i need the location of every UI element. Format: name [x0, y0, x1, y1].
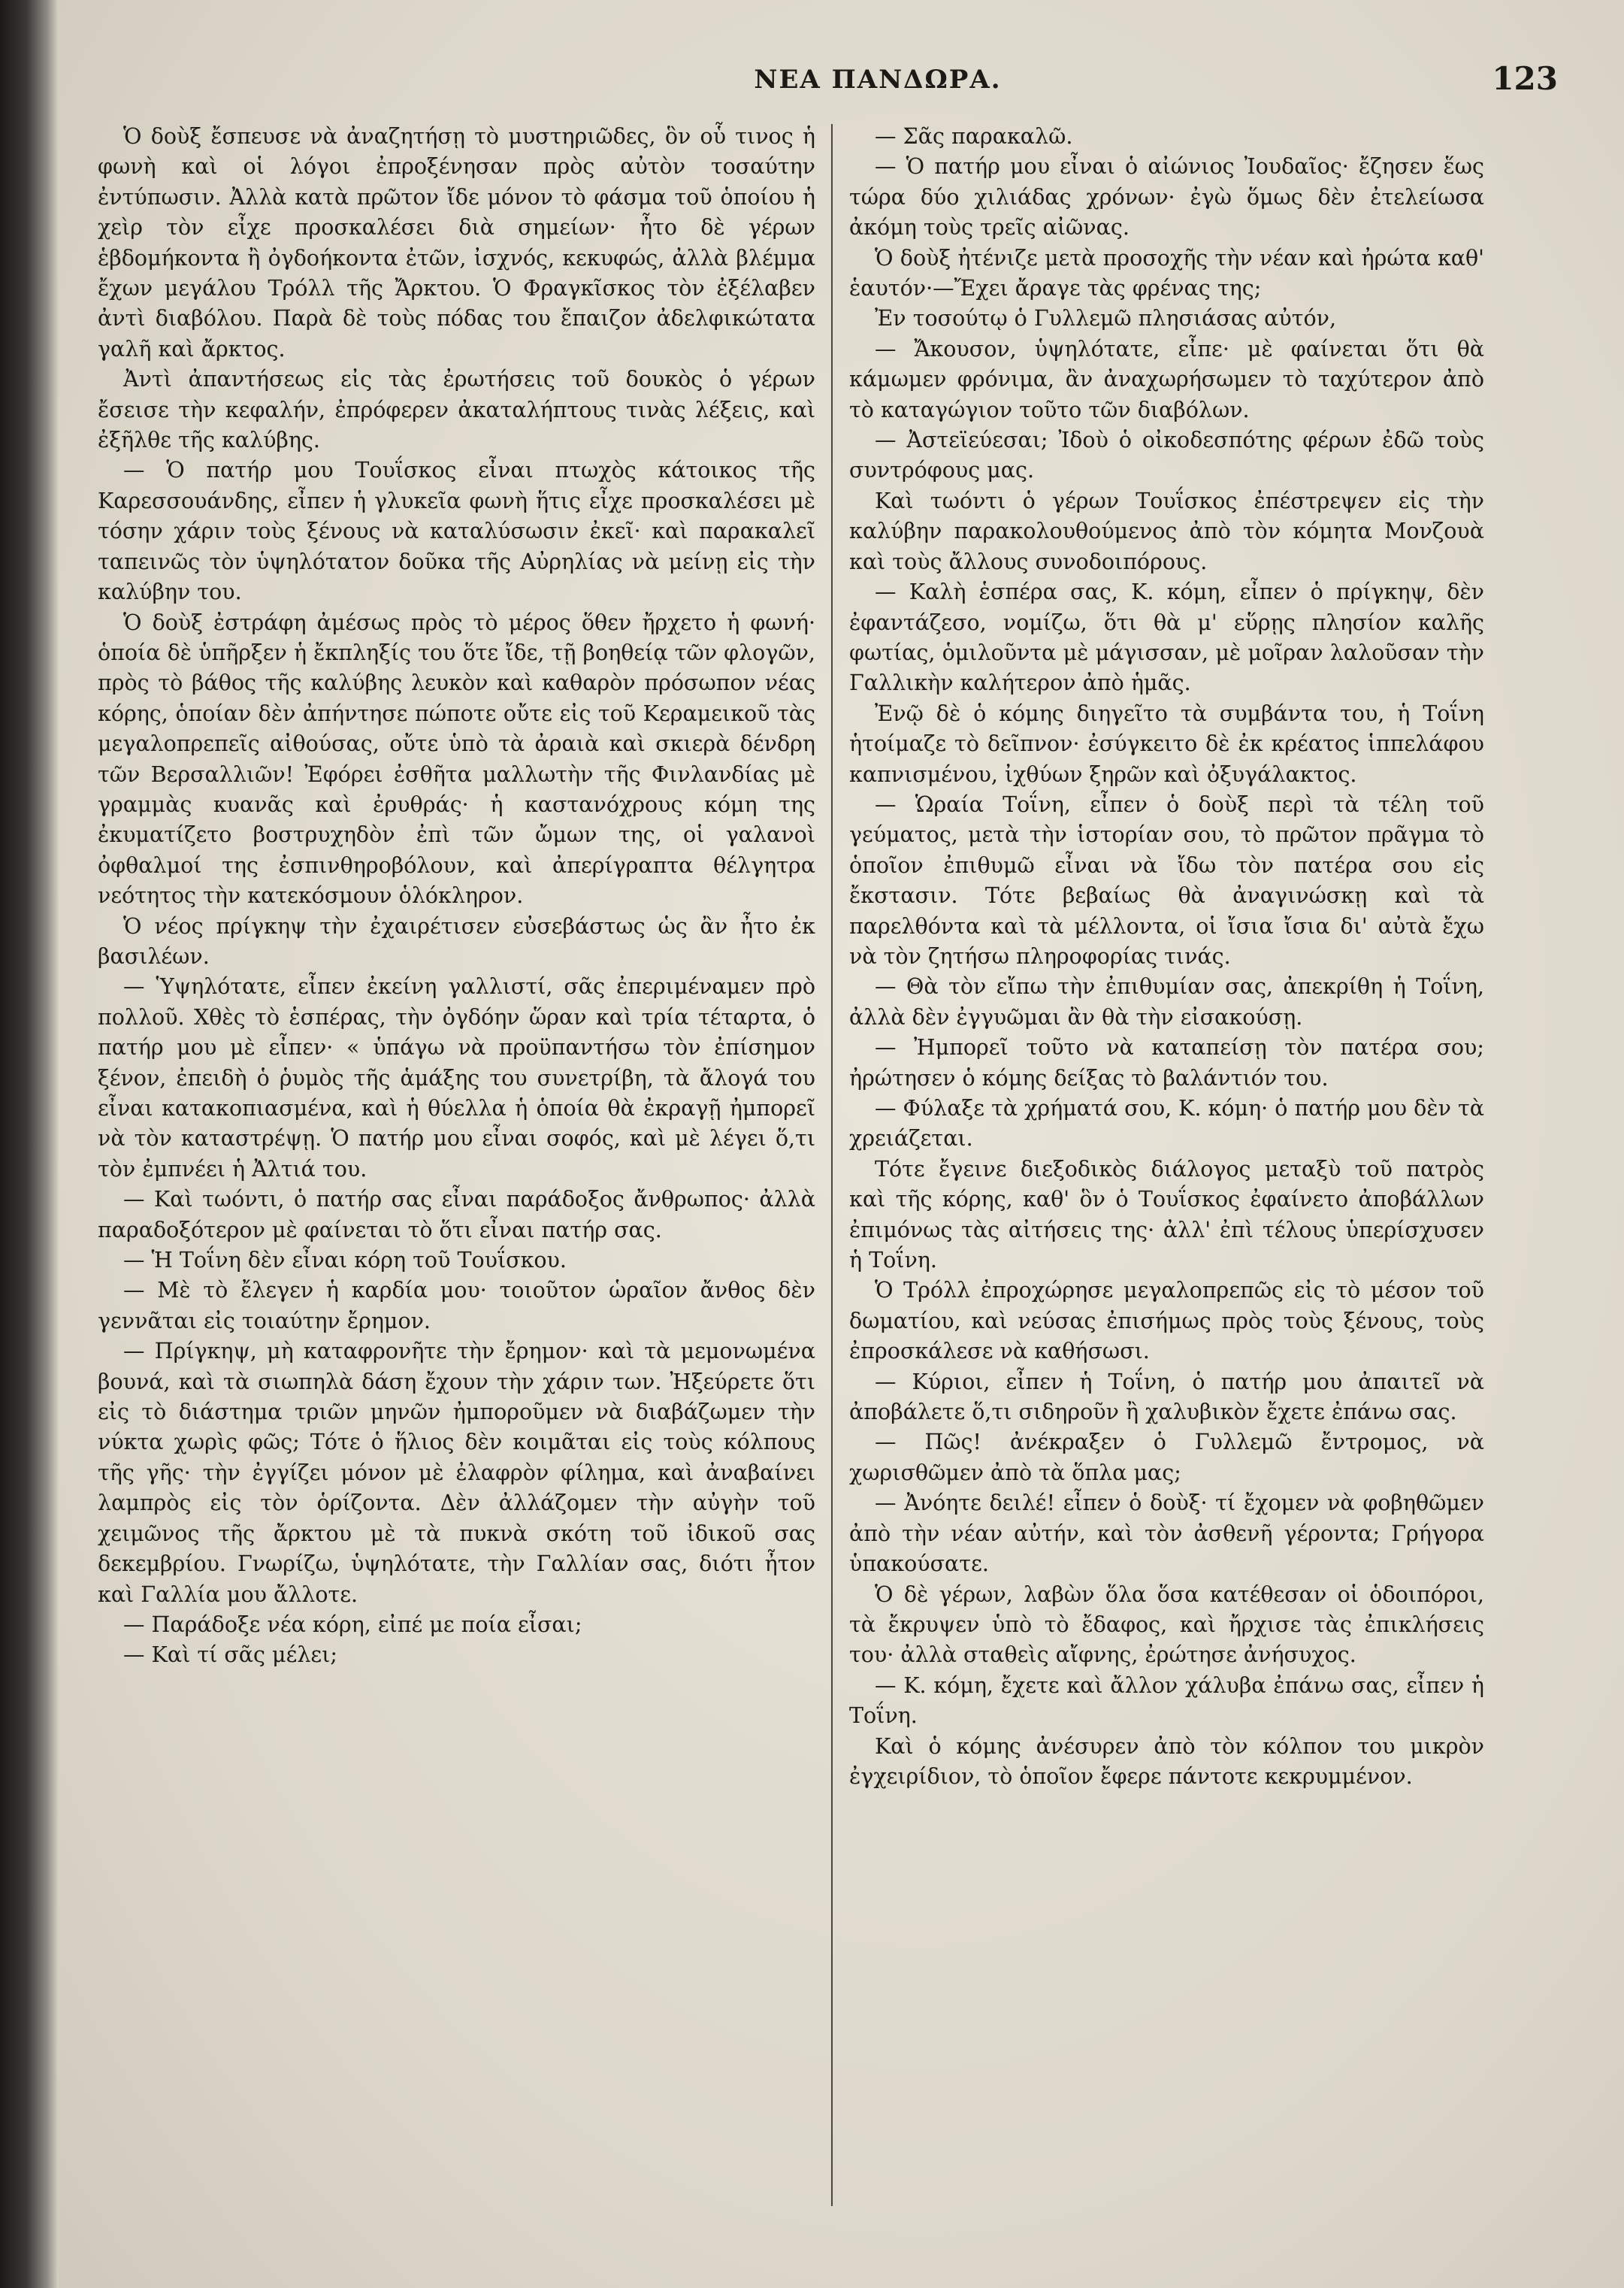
paragraph: Ὁ δὲ γέρων, λαβὼν ὅλα ὅσα κατέθεσαν οἱ ὁδοιπόροι, τὰ ἔκρυψεν ὑπὸ τὸ ἔδαφος, καὶ ἤρχισε τὰς ἐπικλήσεις του· ἀλλὰ σταθεὶς αἴφνης, ἐρώτησε ἀνήσυχος.: [849, 1581, 1484, 1668]
paragraph: — Ἠμπορεῖ τοῦτο νὰ καταπείσῃ τὸν πατέρα σου; ἠρώτησεν ὁ κόμης δείξας τὸ βαλάντιόν του.: [849, 1035, 1484, 1091]
paragraph: Καὶ τωόντι ὁ γέρων Τουΐσκος ἐπέστρεψεν εἰς τὴν καλύβην παρακολουθούμενος ἀπὸ τὸν κόμητα Μονζουὰ καὶ τοὺς ἄλλους συνοδοιπόρους.: [849, 488, 1484, 574]
paragraph: Ὁ νέος πρίγκηψ τὴν ἐχαιρέτισεν εὐσεβάστως ὡς ἂν ἦτο ἐκ βασιλέων.: [98, 913, 815, 969]
running-title: ΝΕΑ ΠΑΝΔΩΡΑ.: [754, 65, 1002, 95]
paragraph: Ἐνῷ δὲ ὁ κόμης διηγεῖτο τὰ συμβάντα του, ἡ Τοΐνη ἡτοίμαζε τὸ δεῖπνον· ἐσύγκειτο δὲ ἐκ κρέατος ἱππελάφου καπνισμένου, ἰχθύων ξηρῶν καὶ ὀξυγάλακτος.: [849, 701, 1484, 787]
paragraph: — Ὡραία Τοΐνη, εἶπεν ὁ δοὺξ περὶ τὰ τέλη τοῦ γεύματος, μετὰ τὴν ἱστορίαν σου, τὸ πρῶτον πρᾶγμα τὸ ὁποῖον ἐπιθυμῶ εἶναι νὰ ἴδω τὸν πατέρα σου εἰς ἔκστασιν. Τότε βεβαίως θὰ ἀναγινώσκῃ καὶ τὰ παρελθόντα καὶ τὰ μέλλοντα, οἱ ἴσια ἴσια δι' αὐτὰ ἔχω νὰ τὸν ζητήσω πληροφορίας τινάς.: [849, 791, 1484, 969]
paragraph: Ὁ δοὺξ ἠτένιζε μετὰ προσοχῆς τὴν νέαν καὶ ἠρώτα καθ' ἑαυτόν·—Ἔχει ἄραγε τὰς φρένας της;: [849, 245, 1484, 301]
paragraph: — Σᾶς παρακαλῶ.: [875, 124, 1073, 149]
column-divider: [831, 124, 833, 2206]
paragraph: — Πρίγκηψ, μὴ καταφρονῆτε τὴν ἔρημον· καὶ τὰ μεμονωμένα βουνά, καὶ τὰ σιωπηλὰ δάση ἔχουν τὴν χάριν των. Ἠξεύρετε ὅτι εἰς τὸ διάστημα τριῶν μηνῶν ἠμποροῦμεν νὰ διαβάζωμεν τὴν νύκτα χωρὶς φῶς; Τότε ὁ ἥλιος δὲν κοιμᾶται εἰς τοὺς κόλπους τῆς γῆς· τὴν ἐγγίζει μόνον μὲ ἐλαφρὸν φίλημα, καὶ ἀναβαίνει λαμπρὸς εἰς τὸν ὁρίζοντα. Δὲν ἀλλάζομεν τὴν αὐγὴν τοῦ χειμῶνος τῆς ἄρκτου μὲ τὰ πυκνὰ σκότη τοῦ ἰδικοῦ σας δεκεμβρίου. Γνωρίζω, ὑψηλότατε, τὴν Γαλλίαν σας, διότι ἦτον καὶ Γαλλία μου ἄλλοτε.: [98, 1339, 815, 1607]
paragraph: Ὁ Τρόλλ ἐπροχώρησε μεγαλοπρεπῶς εἰς τὸ μέσον τοῦ δωματίου, καὶ νεύσας ἐπισήμως πρὸς τοὺς ξένους, τοὺς ἐπροσκάλεσε νὰ καθήσωσι.: [849, 1278, 1484, 1364]
paragraph: — Καὶ τωόντι, ὁ πατήρ σας εἶναι παράδοξος ἄνθρωπος· ἀλλὰ παραδοξότερον μὲ φαίνεται τὸ ὅτι εἶναι πατήρ σας.: [98, 1187, 815, 1242]
paragraph: Τότε ἔγεινε διεξοδικὸς διάλογος μεταξὺ τοῦ πατρὸς καὶ τῆς κόρης, καθ' ὃν ὁ Τουΐσκος ἐφαίνετο ἀποβάλλων ἐπιμόνως τὰς αἰτήσεις της· ἀλλ' ἐπὶ τέλους ὑπερίσχυσεν ἡ Τοΐνη.: [849, 1156, 1484, 1273]
paragraph: — Ἄκουσον, ὑψηλότατε, εἶπε· μὲ φαίνεται ὅτι θὰ κάμωμεν φρόνιμα, ἂν ἀναχωρήσωμεν τὸ ταχύτερον ἀπὸ τὸ καταγώγιον τοῦτο τῶν διαβόλων.: [849, 336, 1484, 422]
paragraph: Ἀντὶ ἀπαντήσεως εἰς τὰς ἐρωτήσεις τοῦ δουκὸς ὁ γέρων ἔσεισε τὴν κεφαλήν, ἐπρόφερεν ἀκαταλήπτους τινὰς λέξεις, καὶ ἐξῆλθε τῆς καλύβης.: [98, 367, 815, 453]
paragraph: — Θὰ τὸν εἴπω τὴν ἐπιθυμίαν σας, ἀπεκρίθη ἡ Τοΐνη, ἀλλὰ δὲν ἐγγυῶμαι ἂν θὰ τὴν εἰσακούσῃ.: [849, 974, 1484, 1030]
paragraph: Καὶ ὁ κόμης ἀνέσυρεν ἀπὸ τὸν κόλπον του μικρὸν ἐγχειρίδιον, τὸ ὁποῖον ἔφερε πάντοτε κεκρυμμένον.: [849, 1733, 1484, 1789]
paragraph: Ὁ δοὺξ ἐστράφη ἀμέσως πρὸς τὸ μέρος ὅθεν ἤρχετο ἡ φωνή· ὁποία δὲ ὑπῆρξεν ἡ ἔκπληξίς του ὅτε ἴδε, τῇ βοηθείᾳ τῶν φλογῶν, πρὸς τὸ βάθος τῆς καλύβης λευκὸν καὶ καθαρὸν πρόσωπον νέας κόρης, ὁποίαν δὲν ἀπήντησε πώποτε οὔτε εἰς τοῦ Κεραμεικοῦ τὰς μεγαλοπρεπεῖς αἰθούσας, οὔτε ὑπὸ τὰ ἀραιὰ καὶ σκιερὰ δένδρη τῶν Βερσαλλιῶν! Ἐφόρει ἐσθῆτα μαλλωτὴν τῆς Φινλανδίας μὲ γραμμὰς κυανᾶς καὶ ἐρυθράς· ἡ καστανόχρους κόμη της ἐκυματίζετο βοστρυχηδὸν ἐπὶ τῶν ὤμων της, οἱ γαλανοὶ ὀφθαλμοί της ἐσπινθηροβόλουν, καὶ ἀπερίγραπτα θέλγητρα νεότητος τὴν κατεκόσμουν ὁλόκληρον.: [98, 610, 815, 909]
paragraph: — Ἀνόητε δειλέ! εἶπεν ὁ δοὺξ· τί ἔχομεν νὰ φοβηθῶμεν ἀπὸ τὴν νέαν αὐτήν, καὶ τὸν ἀσθενῆ γέροντα; Γρήγορα ὑπακούσατε.: [849, 1491, 1484, 1577]
paragraph: — Ὑψηλότατε, εἶπεν ἐκείνη γαλλιστί, σᾶς ἐπεριμέναμεν πρὸ πολλοῦ. Χθὲς τὸ ἑσπέρας, τὴν ὀγδόην ὥραν καὶ τρία τέταρτα, ὁ πατήρ μου μὲ εἶπεν· « ὑπάγω νὰ προϋπαντήσω τὸν ἐπίσημον ξένον, ἐπειδὴ ὁ ῥυμὸς τῆς ἁμάξης του συνετρίβη, τὰ ἄλογά του εἶναι κατακοπιασμένα, καὶ ἡ θύελλα ἡ ὁποία θὰ ἐκραγῇ ἠμπορεῖ νὰ τὸν καταστρέψῃ. Ὁ πατήρ μου εἶναι σοφός, καὶ μὲ λέγει ὅ,τι τὸν ἐμπνέει ἡ Ἀλτιά του.: [98, 974, 815, 1182]
paragraph: — Ὁ πατήρ μου εἶναι ὁ αἰώνιος Ἰουδαῖος· ἔζησεν ἕως τώρα δύο χιλιάδας χρόνων· ἐγὼ ὅμως δὲν ἐτελείωσα ἀκόμη τοὺς τρεῖς αἰῶνας.: [849, 154, 1484, 241]
paragraph: Ἐν τοσούτῳ ὁ Γυλλεμῶ πλησιάσας αὐτόν,: [875, 306, 1337, 331]
paragraph: — Παράδοξε νέα κόρη, εἰπέ με ποία εἶσαι;: [123, 1612, 582, 1637]
paragraph: — Ἀστεϊεύεσαι; Ἰδοὺ ὁ οἰκοδεσπότης φέρων ἐδῶ τοὺς συντρόφους μας.: [849, 428, 1484, 483]
paragraph: — Μὲ τὸ ἔλεγεν ἡ καρδία μου· τοιοῦτον ὡραῖον ἄνθος δὲν γεννᾶται εἰς τοιαύτην ἔρημον.: [98, 1278, 815, 1333]
paragraph: — Κ. κόμη, ἔχετε καὶ ἄλλον χάλυβα ἐπάνω σας, εἶπεν ἡ Τοΐνη.: [849, 1672, 1484, 1729]
page-number: 123: [1492, 60, 1558, 97]
paragraph: Ὁ δοὺξ ἔσπευσε νὰ ἀναζητήσῃ τὸ μυστηριῶδες, ὃν οὗ τινος ἡ φωνὴ καὶ οἱ λόγοι ἐπροξένησαν πρὸς αὐτὸν τοσαύτην ἐντύπωσιν. Ἀλλὰ κατὰ πρῶτον ἴδε μόνον τὸ φάσμα τοῦ ὁποίου ἡ χεὶρ τὸν εἶχε προσκαλέσει διὰ σημείων· ἦτο δὲ γέρων ἑβδομήκοντα ἢ ὀγδοήκοντα ἐτῶν, ἰσχνός, κεκυφώς, ἀλλὰ βλέμμα ἔχων μεγάλου Τρόλλ τῆς Ἄρκτου. Ὁ Φραγκῖσκος τὸν ἐξέλαβεν ἀντὶ διαβόλου. Παρὰ δὲ τοὺς πόδας του ἔπαιζον ἀδελφικώτατα γαλῆ καὶ ἄρκτος.: [98, 124, 815, 362]
paragraph: — Ἡ Τοΐνη δὲν εἶναι κόρη τοῦ Τουΐσκου.: [123, 1248, 567, 1273]
paragraph: — Πῶς! ἀνέκραξεν ὁ Γυλλεμῶ ἔντρομος, νὰ χωρισθῶμεν ἀπὸ τὰ ὅπλα μας;: [849, 1430, 1484, 1485]
paragraph: — Κύριοι, εἶπεν ἡ Τοΐνη, ὁ πατήρ μου ἀπαιτεῖ νὰ ἀποβάλετε ὅ,τι σιδηροῦν ἢ χαλυβικὸν ἔχετε ἐπάνω σας.: [849, 1369, 1484, 1425]
paragraph: — Καὶ τί σᾶς μέλει;: [123, 1642, 337, 1668]
left-text-column: [98, 122, 815, 2226]
paragraph: — Καλὴ ἑσπέρα σας, Κ. κόμη, εἶπεν ὁ πρίγκηψ, δὲν ἐφαντάζεσο, νομίζω, ὅτι θὰ μ' εὕρῃς πλησίον καλῆς φωτίας, ὁμιλοῦντα μὲ μάγισσαν, μὲ μοῖραν λαλοῦσαν τὴν Γαλλικὴν καλήτερον ἀπὸ ἡμᾶς.: [849, 580, 1484, 696]
paragraph: — Ὁ πατήρ μου Τουΐσκος εἶναι πτωχὸς κάτοικος τῆς Καρεσσουάνδης, εἶπεν ἡ γλυκεῖα φωνὴ ἥτις εἶχε προσκαλέσει μὲ τόσην χάριν τοὺς ξένους νὰ καταλύσωσιν ἐκεῖ· καὶ παρακαλεῖ ταπεινῶς τὸν ὑψηλότατον δοῦκα τῆς Αὐρηλίας νὰ μείνῃ εἰς τὴν καλύβην του.: [98, 458, 815, 605]
right-text-column: [849, 122, 1484, 2226]
paragraph: — Φύλαξε τὰ χρήματά σου, Κ. κόμη· ὁ πατήρ μου δὲν τὰ χρειάζεται.: [849, 1096, 1484, 1152]
book-binding-shadow: [0, 0, 59, 2288]
